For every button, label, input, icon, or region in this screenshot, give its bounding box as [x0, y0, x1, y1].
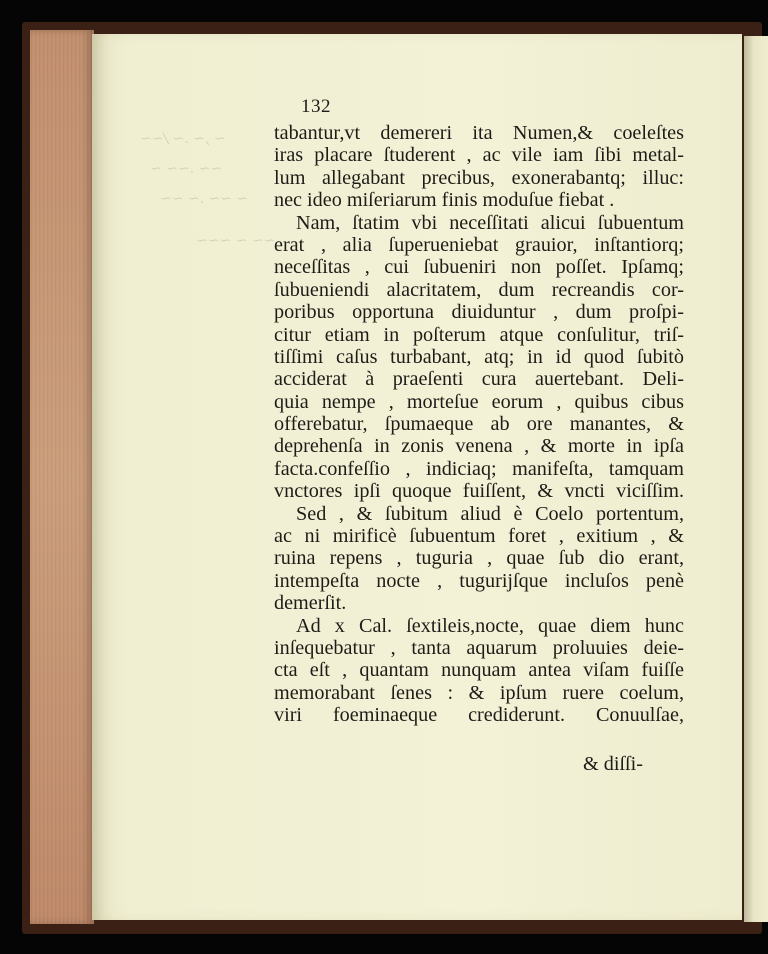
text-line: viri foeminaeque crediderunt. Conuulſae, [274, 704, 684, 727]
bleed-through-mark: ~~ .~~ ~ [150, 161, 223, 177]
text-line: offerebatur, ſpumaeque ab ore manantes, & [274, 413, 684, 436]
text-line: iras placare ſtuderent , ac vile iam ſibi metal- [274, 144, 684, 167]
facing-page-edge [744, 36, 768, 922]
text-line: erat , alia ſuperueniebat grauior, inſtantiorq; [274, 233, 684, 256]
paragraph-start-line: Sed , & ſubitum aliud è Coelo portentum, [296, 502, 684, 525]
text-line: cta eſt , quantam nunquam antea viſam fuiſſe [274, 659, 684, 682]
body-text [274, 122, 684, 727]
text-line: quia nempe , morteſue eorum , quibus cibus [274, 390, 684, 413]
bleed-through-mark: ~ ~~ .~ ~~ [160, 191, 249, 207]
text-line: neceſſitas , cui ſubueniri non poſſet. Ipſamq; [274, 256, 684, 279]
paragraph-start-line: Ad x Cal. ſextileis,nocte, quae diem hunc [296, 614, 684, 637]
text-line: acciderat à praeſenti cura auertebant. Deli- [274, 368, 684, 391]
text-line: poribus opportuna diuiduntur , dum proſpi- [274, 301, 684, 324]
text-line: deprehenſa in zonis venena , & morte in ipſa [274, 435, 684, 458]
text-line: ruina repens , tuguria , quae ſub dio erant, [274, 547, 684, 570]
text-line: intempeſta nocte , tugurijſque incluſos penè [274, 569, 684, 592]
page-number: 132 [301, 96, 331, 117]
text-line: vnctores ipſi quoque fuiſſent, & vncti viciſſim. [274, 480, 684, 503]
catchword: & diſſi- [583, 753, 644, 775]
text-line: lum allegabant precibus, exonerabantq; illuc: [274, 166, 684, 189]
page-edges [30, 30, 94, 924]
text-line: demerſit. [274, 592, 347, 615]
text-line: nec ideo miſeriarum finis moduſue fiebat . [274, 189, 615, 212]
bleed-through-mark: ~~ ~ ~~~ [196, 233, 276, 249]
text-line: tabantur,vt demereri ita Numen,& coeleſtes [274, 122, 684, 144]
text-line: memorabant ſenes : & ipſum ruere coelum, [274, 681, 684, 704]
paragraph-start-line: Nam, ſtatim vbi neceſſitati alicui ſubuentum [296, 211, 684, 234]
bleed-through-mark: ~ ,~ .~ /~~ [140, 131, 226, 147]
text-line: ac ni mirificè ſubuentum foret , exitium , & [274, 525, 684, 548]
text-line: facta.confeſſio , indiciaq; manifeſta, tamquam [274, 457, 684, 480]
text-line: citur etiam in poſterum atque conſulitur, triſ- [274, 323, 684, 346]
text-line: tiſſimi caſus turbabant, atq; in id quod ſubitò [274, 345, 684, 368]
text-line: ſubueniendi alacritatem, dum recreandis cor- [274, 278, 684, 301]
text-line: inſequebatur , tanta aquarum proluuies deie- [274, 636, 684, 659]
